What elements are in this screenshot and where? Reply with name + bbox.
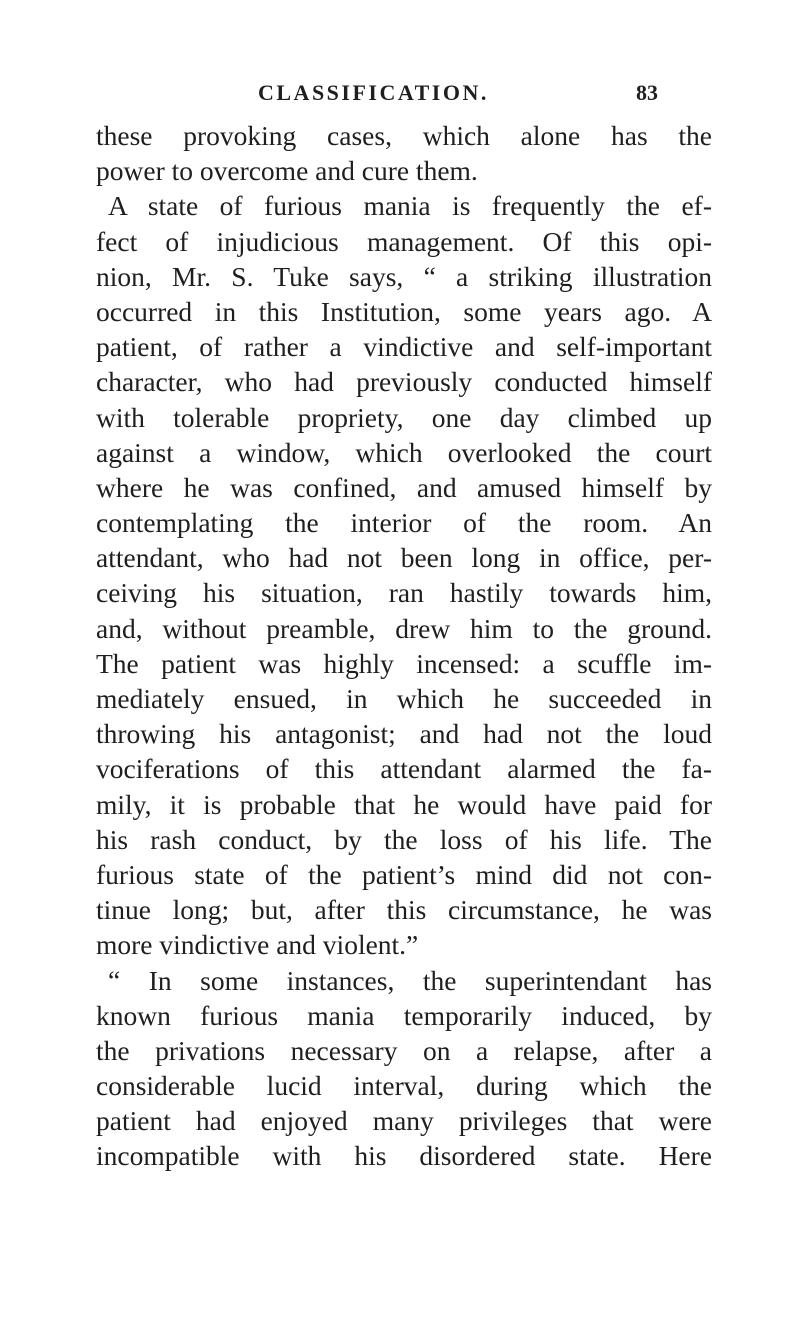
text-line: incompatible with his disordered state. Here [96,1140,712,1172]
text-line: considerable lucid interval, during which the [96,1070,712,1102]
paragraph-3 [96,963,712,1174]
text-line: vociferations of this attendant alarmed the fa- [96,753,712,785]
text-line: occurred in this Institution, some years ago. A [96,295,712,327]
text-line: mily, it is probable that he would have paid for [96,788,712,820]
text-line: power to overcome and cure them. [96,155,478,187]
text-line: contemplating the interior of the room. An [96,507,712,539]
text-line: A state of furious mania is frequently the ef- [108,190,712,222]
page-number: 83 [636,80,658,105]
text-line: his rash conduct, by the loss of his life. The [96,823,712,855]
paragraph-2 [96,188,712,962]
text-line: The patient was highly incensed: a scuffle im- [96,647,712,679]
text-line: known furious mania temporarily induced, by [96,999,712,1031]
text-line: patient had enjoyed many privileges that were [96,1105,712,1137]
text-line: fect of injudicious management. Of this opi- [96,225,712,257]
text-line: nion, Mr. S. Tuke says, “ a striking illustration [96,260,712,292]
text-line: tinue long; but, after this circumstance, he was [96,894,712,926]
text-line: patient, of rather a vindictive and self-important [96,331,712,363]
text-line: more vindictive and violent.” [96,929,419,961]
paragraph-1 [96,118,712,188]
text-line: these provoking cases, which alone has the [96,120,712,151]
text-line: against a window, which overlooked the court [96,436,712,468]
text-line: throwing his antagonist; and had not the loud [96,718,712,750]
text-line: and, without preamble, drew him to the ground. [96,612,712,644]
text-line: mediately ensued, in which he succeeded in [96,683,712,714]
text-line: where he was confined, and amused himself by [96,471,712,503]
text-line: with tolerable propriety, one day climbed up [96,401,712,433]
text-line: attendant, who had not been long in office, per- [96,542,712,574]
text-line: ceiving his situation, ran hastily towards him, [96,577,712,609]
text-line: furious state of the patient’s mind did not con- [96,858,712,890]
body-text [96,118,712,1174]
running-head: CLASSIFICATION. [258,80,489,105]
text-line: the privations necessary on a relapse, after a [96,1034,712,1066]
text-line: character, who had previously conducted himself [96,366,712,398]
text-line: “ In some instances, the superintendant has [108,964,712,996]
page-header [258,80,658,114]
